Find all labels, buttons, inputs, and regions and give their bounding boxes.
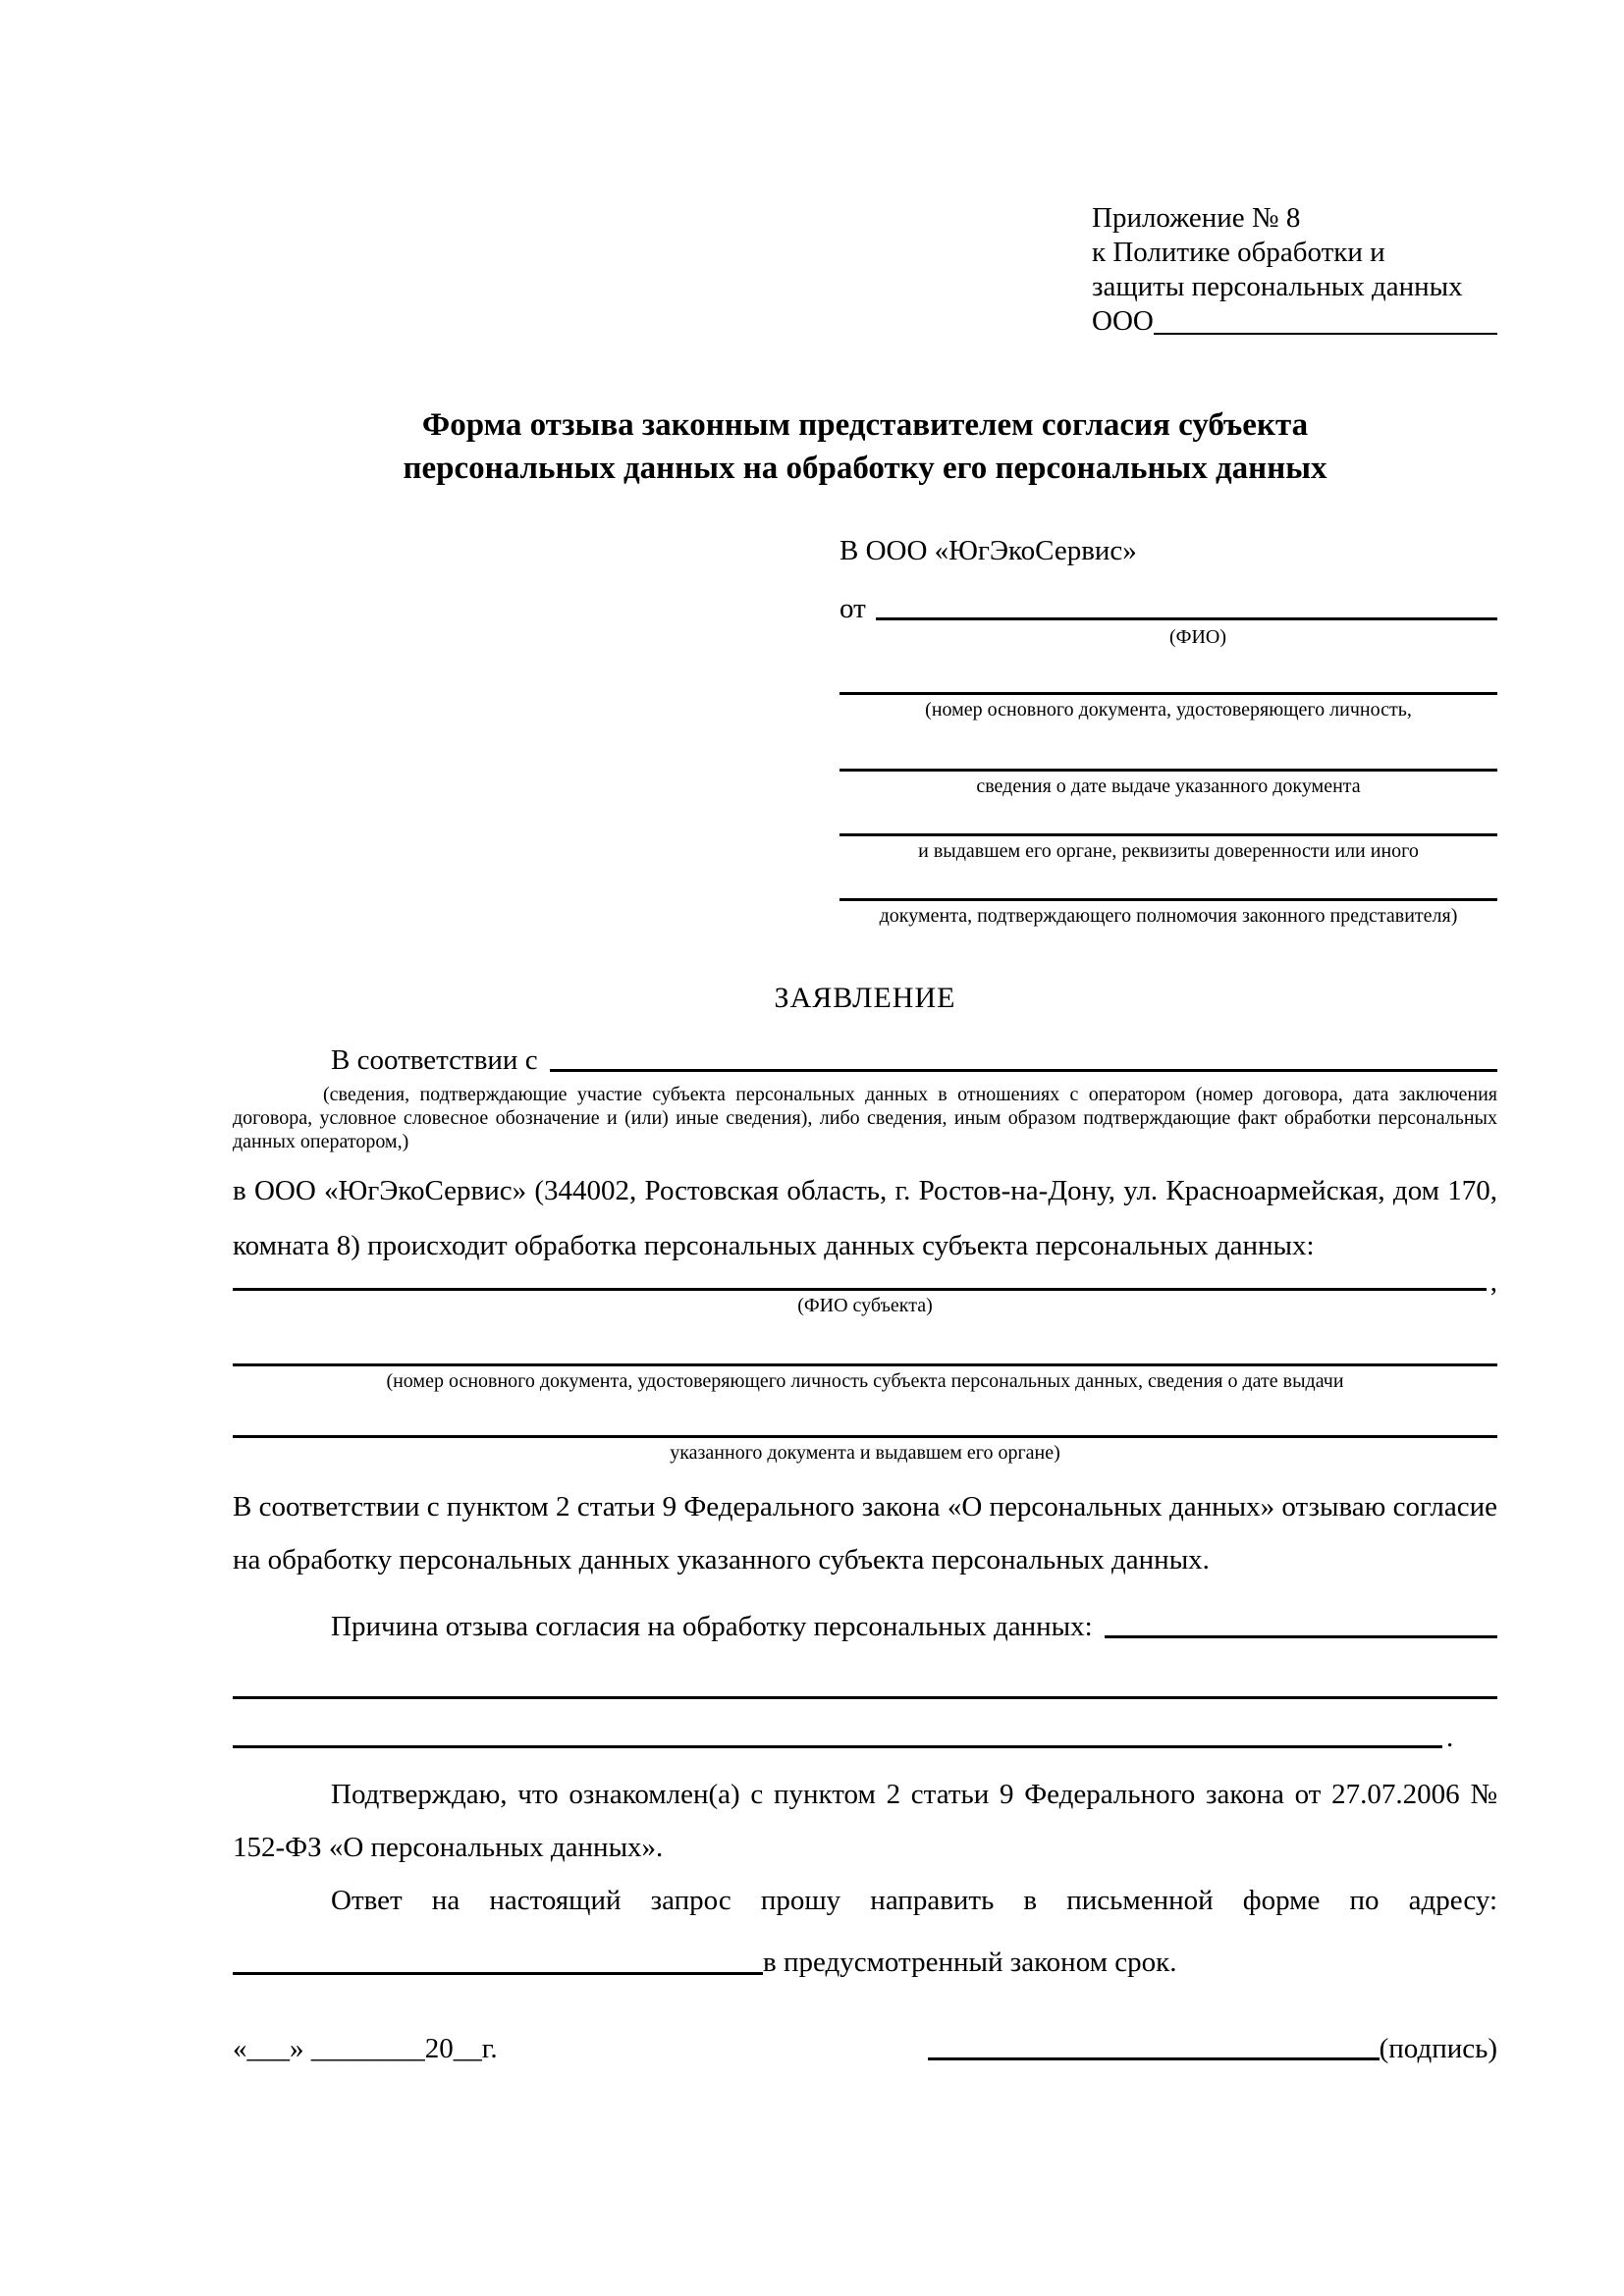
doc-info-caption: (номер основного документа, удостоверяющего личность, [925,699,1412,721]
confirmation-paragraph: Подтверждаю, что ознакомлен(а) с пунктом 2 статьи 9 Федерального закона от 27.07.2006 № 152-ФЗ «О персональных данных». [233,1779,1497,1863]
form-title-line: Форма отзыва законным представителем согласия субъекта [421,407,1309,443]
statement-heading: ЗАЯВЛЕНИЕ [774,982,956,1014]
doc-info-group [839,898,1497,928]
fio-caption: (ФИО) [1168,626,1226,648]
reason-row [233,1608,1497,1643]
subject-doc-blank-line [233,1435,1497,1438]
reply-address-blank-line [233,1972,763,1975]
subject-doc-blank-line [233,1363,1497,1366]
appendix-line: Приложение № 8 [1092,202,1301,234]
operator-paragraph: в ООО «ЮгЭкоСервис» (344002, Ростовская область, г. Ростов-на-Дону, ул. Красноармейская, дом 170, комната 8) происходит обработка персональных данных субъекта персональных данных: [233,1175,1497,1261]
withdrawal-paragraph: В соответствии с пунктом 2 статьи 9 Федерального закона «О персональных данных» отзываю согласие на обработку персональных данных указанного субъекта персональных данных. [233,1491,1497,1575]
subject-doc-caption: указанного документа и выдавшем его органе) [670,1442,1060,1464]
subject-fio-caption: (ФИО субъекта) [797,1295,933,1316]
reason-blank-line [1105,1635,1497,1638]
signature-blank-line [928,2057,1380,2060]
appendix-line: защиты персональных данных [1092,271,1463,302]
reason-blank-line-3 [233,1745,1442,1748]
doc-info-group [839,769,1497,798]
subject-doc-row [233,1317,1497,1366]
doc-info-group [839,833,1497,863]
reply-tail: в предусмотренный законом срок. [763,1947,1177,1978]
subject-fio-row [233,1266,1497,1298]
reply-address-row [233,1927,1497,1980]
accordance-row [233,1040,1497,1077]
signature-block [928,2033,1497,2065]
comma-text: , [1489,1266,1497,1298]
reason-blank-line-2 [233,1643,1497,1699]
appendix-line: к Политике обработки и [1092,237,1385,268]
ooo-label: ООО [1092,305,1154,337]
company-name: В ООО «ЮгЭкоСервис» [839,535,1137,566]
reply-paragraph: Ответ на настоящий запрос прошу направить в письменной форме по адресу: [331,1885,1497,1916]
accordance-lead: В соответствии с [331,1044,538,1076]
accordance-caption: (сведения, подтверждающие участие субъекта персональных данных в отношениях с оператором (номер договора, дата заключения договора, условное словесное обозначение и (или) иные сведения), либо сведения, иным образом подтверждающие факт обработки персональных данных оператором,) [233,1084,1497,1152]
form-title [233,403,1497,490]
date-field: «___» ________20__г. [233,2033,498,2064]
doc-info-caption: документа, подтверждающего полномочия законного представителя) [879,905,1458,927]
ooo-blank-line [1154,333,1497,335]
period-text: . [1446,1722,1454,1753]
reason-lead: Причина отзыва согласия на обработку персональных данных: [331,1611,1093,1642]
subject-doc-row [233,1393,1497,1438]
subject-doc-caption: (номер основного документа, удостоверяющего личность субъекта персональных данных, сведения о дате выдачи [386,1370,1344,1392]
from-row [839,588,1497,625]
doc-info-group [839,692,1497,721]
doc-info-caption: сведения о дате выдаче указанного документа [976,775,1361,797]
reason-blank-row-3 [233,1699,1497,1753]
appendix-block [1092,201,1497,339]
appendix-ooo-row [1092,304,1497,339]
accordance-blank-line [550,1069,1497,1072]
signature-caption: (подпись) [1379,2033,1497,2064]
signature-row [233,2033,1497,2065]
doc-info-caption: и выдавшем его органе, реквизиты доверенности или иного [918,840,1419,862]
fio-blank-line [876,617,1497,620]
subject-fio-blank-line [233,1288,1487,1291]
addressee-block [839,533,1497,928]
form-title-line: персональных данных на обработку его персональных данных [403,451,1327,486]
from-label: от [839,593,866,624]
